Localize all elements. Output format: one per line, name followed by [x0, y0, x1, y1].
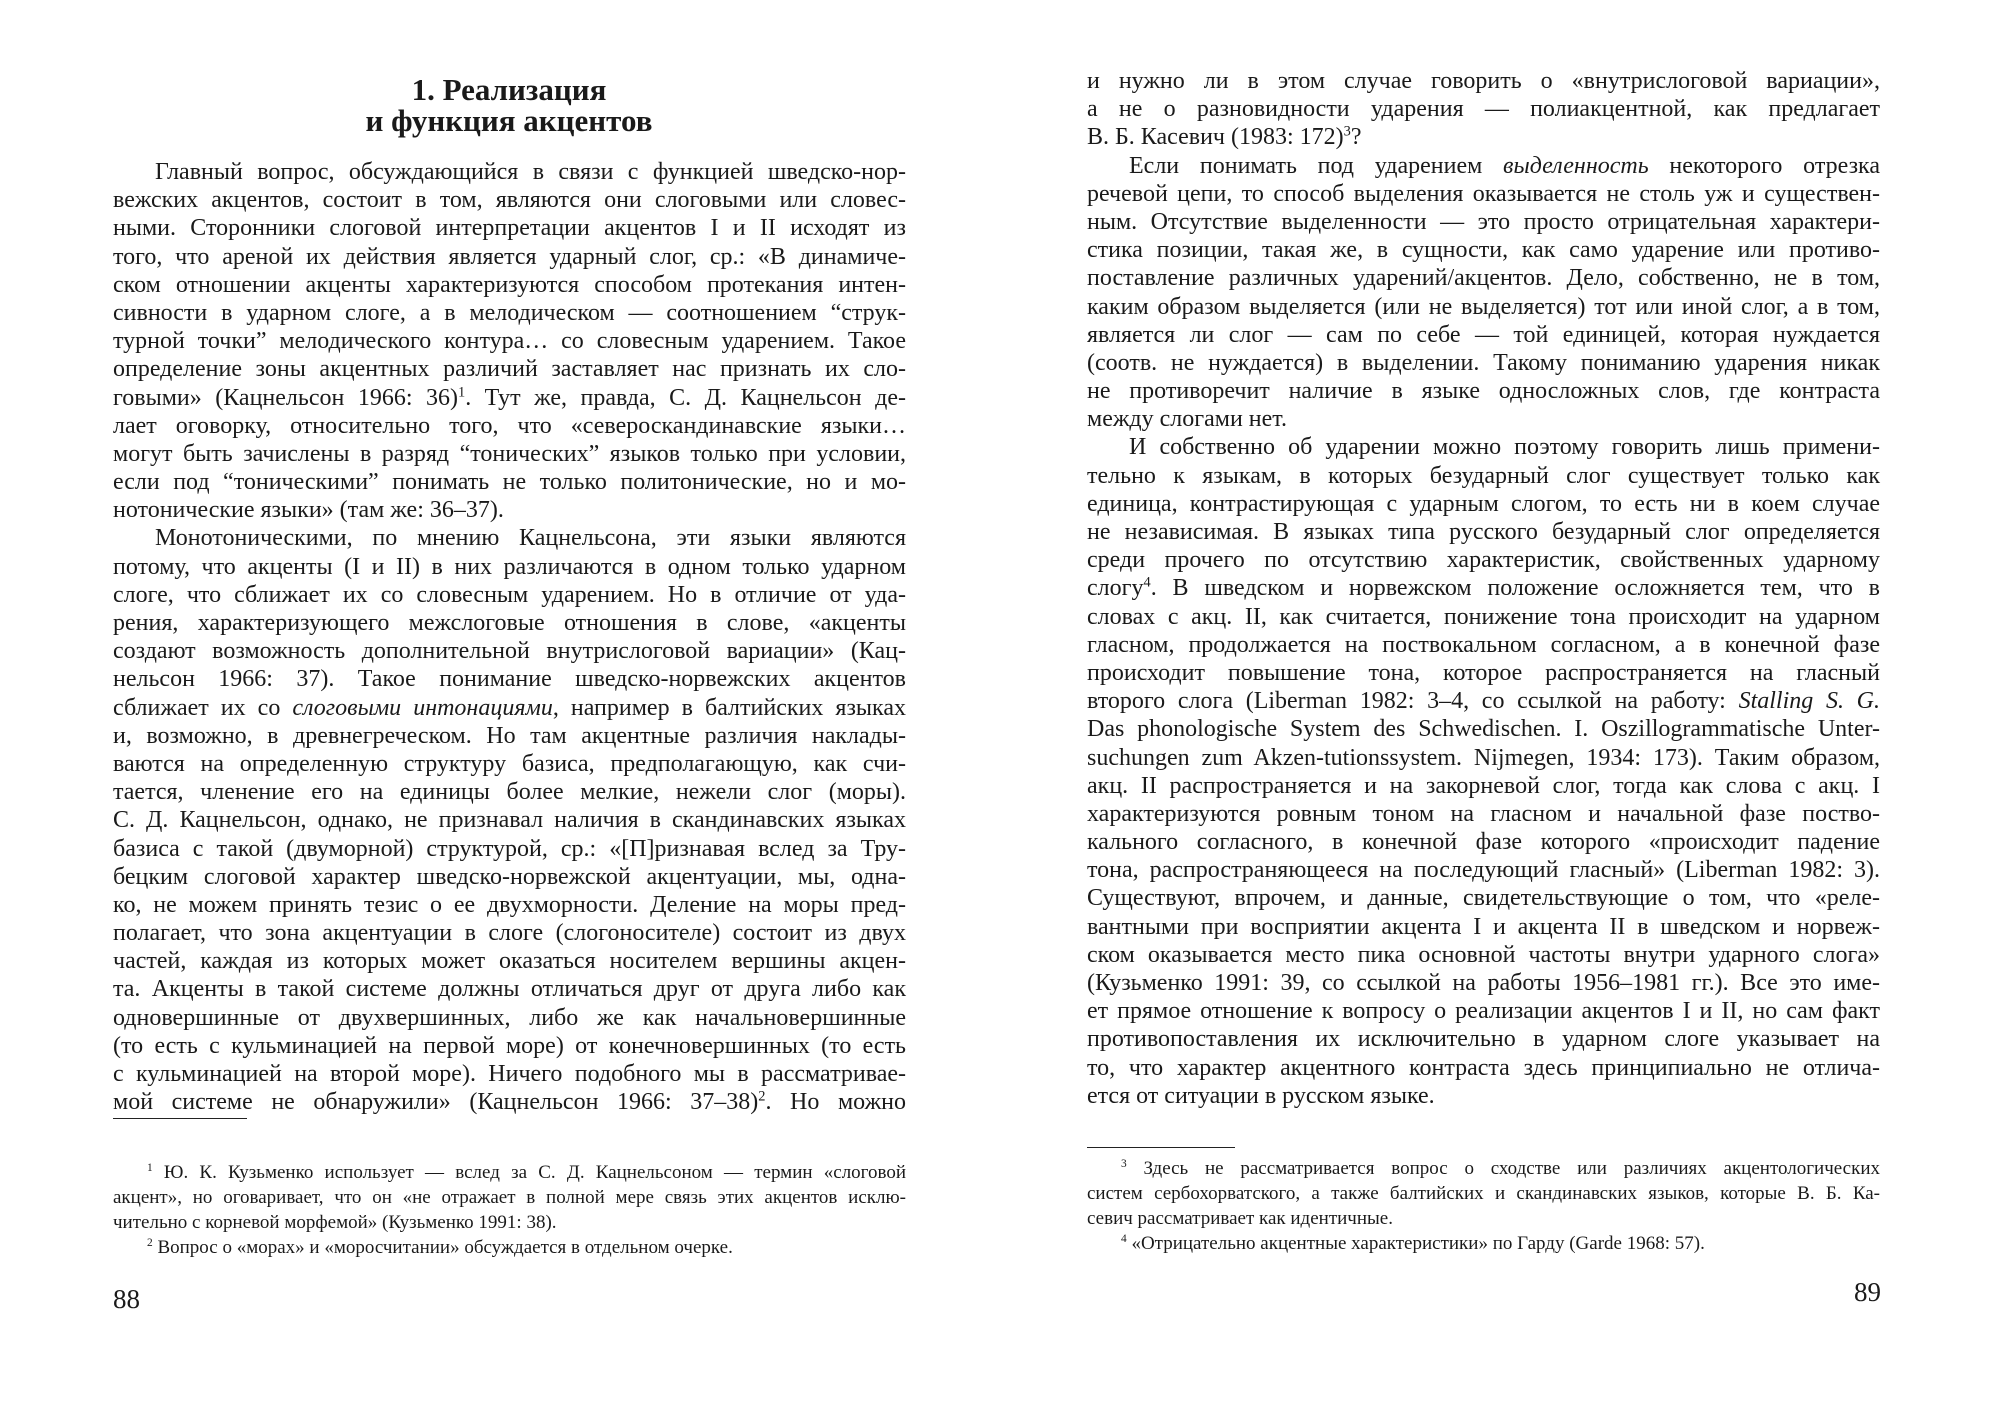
- text-line: [1087, 1054, 1880, 1082]
- text-run: является ли слог — сам по себе — той единицей, которая нуждается: [1087, 321, 1880, 348]
- footnote-marker: 2: [758, 1088, 766, 1105]
- text-line: [1087, 659, 1880, 687]
- text-line: [1087, 913, 1880, 941]
- text-run: частей, каждая из которых может оказаться носителем вершины акцен-: [113, 948, 906, 975]
- text-run: одновершинные от двухвершинных, либо же как начальновершинные: [113, 1004, 906, 1031]
- section-title-line-1: 1. Реализация: [411, 72, 607, 107]
- text-run: если под “тоническими” понимать не только политонические, но и мо-: [113, 469, 906, 496]
- text-line: [1087, 321, 1880, 349]
- text-run: и, возможно, в древнегреческом. Но там акцентные различия наклады-: [113, 722, 906, 749]
- text-line: [113, 186, 906, 214]
- text-run: (то есть с кульминацией на первой море) от конечновершинных (то есть: [113, 1032, 906, 1059]
- text-line: [113, 1060, 906, 1088]
- text-run: Главный вопрос, обсуждающийся в связи с функцией шведско-нор-: [155, 159, 906, 185]
- text-run: сближает их со: [113, 694, 293, 721]
- text-line: [113, 722, 906, 750]
- text-line: [113, 1185, 906, 1210]
- text-run: бецким слоговой характер шведско-норвежской акцентуации, мы, одна-: [113, 863, 906, 890]
- text-run: Здесь не рассматривается вопрос о сходстве или различиях акцентологических: [1126, 1158, 1880, 1179]
- footnote-marker: 2: [147, 1237, 153, 1250]
- text-line: [1087, 123, 1880, 151]
- footnote-marker: 3: [1121, 1158, 1127, 1171]
- page-number: 89: [1854, 1277, 1881, 1307]
- text-run: поставление различных ударений/акцентов. Дело, собственно, не в том,: [1087, 265, 1880, 292]
- italic-text: выделенность: [1503, 152, 1649, 179]
- text-run: ет прямое отношение к вопросу о реализации акцентов I и II, но сам факт: [1087, 998, 1880, 1025]
- text-line: [113, 496, 906, 524]
- text-run: ваются на определенную структуру базиса, предполагающую, как счи-: [113, 750, 906, 777]
- text-line: [113, 1235, 906, 1260]
- right-footnotes: [1087, 1156, 1880, 1256]
- text-run: между слогами нет.: [1087, 406, 1287, 433]
- text-line: [113, 835, 906, 863]
- text-line: [1087, 208, 1880, 236]
- italic-text: Stalling S. G.: [1738, 688, 1880, 715]
- text-run: акцент», но оговаривает, что он «не отражает в полной мере связь этих акцентов исклю-: [113, 1187, 906, 1208]
- text-run: , например в балтийских языках: [552, 694, 906, 721]
- text-run: базиса с такой (двуморной) структурой, ср.: «[П]ризнавая вслед за Тру-: [113, 835, 906, 862]
- text-line: [1087, 236, 1880, 264]
- text-run: а не о разновидности ударения — полиакцентной, как предлагает: [1087, 96, 1880, 123]
- left-body-text: [113, 158, 906, 1116]
- text-line: [1087, 546, 1880, 574]
- text-run: стика позиции, такая же, в сущности, как само ударение или противо-: [1087, 237, 1880, 264]
- text-run: сивности в ударном слоге, а в мелодическом — соотношением “струк-: [113, 299, 906, 326]
- text-run: тельно к языкам, в которых безударный слог существует только как: [1087, 462, 1880, 489]
- text-line: [1087, 631, 1880, 659]
- text-run: ным. Отсутствие выделенности — это просто отрицательная характери-: [1087, 208, 1880, 235]
- section-title-line-2: и функция акцентов: [365, 103, 653, 138]
- footnote-separator: [1087, 1147, 1235, 1148]
- text-run: тона, распространяющееся на последующий гласный» (Liberman 1982: 3).: [1087, 857, 1880, 884]
- text-run: ском оказывается место пика основной частоты внутри ударного слога»: [1087, 941, 1880, 968]
- text-line: [113, 1004, 906, 1032]
- text-line: [1087, 264, 1880, 292]
- text-run: Существуют, впрочем, и данные, свидетельствующие о том, что «реле-: [1087, 885, 1880, 912]
- text-run: Монотоническими, по мнению Кацнельсона, эти языки являются: [155, 525, 906, 552]
- text-run: характеризуются ровным тоном на гласном и начальной фазе поство-: [1087, 800, 1880, 827]
- text-run: (соотв. не нуждается) в выделении. Такому пониманию ударения никак: [1087, 349, 1880, 376]
- text-run: слоге, что сближает их со словесным ударением. Но в отличие от уда-: [113, 581, 906, 608]
- text-line: [113, 440, 906, 468]
- text-run: речевой цепи, то способ выделения оказывается не столь уж и существен-: [1087, 180, 1880, 207]
- text-line: [113, 1160, 906, 1185]
- text-run: могут быть зачислены в разряд “тонических” языков только при условии,: [113, 440, 906, 467]
- text-run: В. Б. Касевич (1983: 172): [1087, 124, 1344, 151]
- text-line: [1087, 377, 1880, 405]
- text-run: второго слога (Liberman 1982: 3–4, со ссылкой на работу:: [1087, 688, 1739, 715]
- text-line: [1087, 744, 1880, 772]
- text-line: [113, 581, 906, 609]
- text-line: [113, 1088, 906, 1116]
- text-line: [113, 609, 906, 637]
- italic-text: слоговыми интонациями: [292, 694, 553, 721]
- text-run: . Тут же, правда, С. Д. Кацнельсон де-: [465, 384, 906, 411]
- text-run: тается, членение его на единицы более мелкие, нежели слог (моры).: [113, 779, 906, 806]
- text-line: [113, 355, 906, 383]
- text-line: [113, 243, 906, 271]
- text-run: нельсон 1966: 37). Такое понимание шведско-норвежских акцентов: [113, 666, 906, 693]
- text-run: ко, не можем принять тезис о ее двухморности. Деление на моры пред-: [113, 891, 906, 918]
- text-line: [1087, 997, 1880, 1025]
- footnote-separator: [113, 1118, 247, 1119]
- text-line: [113, 637, 906, 665]
- text-run: вежских акцентов, состоит в том, являются они слоговыми или словес-: [113, 187, 906, 214]
- text-run: suchungen zum Akzen-tutionssystem. Nijmegen, 1934: 173). Таким образом,: [1087, 744, 1880, 771]
- right-page: [1000, 0, 2000, 1406]
- footnote-marker: 1: [147, 1162, 153, 1175]
- text-run: . В шведском и норвежском положение осложняется тем, что в: [1150, 575, 1880, 602]
- text-run: с кульминацией на второй море). Ничего подобного мы в рассматривае-: [113, 1061, 906, 1087]
- text-run: . Но можно: [765, 1089, 906, 1116]
- text-line: [113, 947, 906, 975]
- text-run: севич рассматривает как идентичные.: [1087, 1208, 1393, 1229]
- section-title: [113, 74, 905, 136]
- text-run: среди прочего по отсутствию характеристик, свойственных ударному: [1087, 547, 1880, 574]
- text-line: [1087, 1181, 1880, 1206]
- text-line: [1087, 969, 1880, 997]
- text-line: [113, 863, 906, 891]
- text-line: [113, 694, 906, 722]
- text-line: [1087, 715, 1880, 743]
- text-line: [1087, 856, 1880, 884]
- text-line: [113, 1032, 906, 1060]
- text-line: [113, 384, 906, 412]
- text-line: [1087, 293, 1880, 321]
- text-run: вантными при восприятии акцента I и акцента II в шведском и норвеж-: [1087, 913, 1880, 940]
- text-run: «Отрицательно акцентные характеристики» по Гарду (Garde 1968: 57).: [1126, 1233, 1705, 1254]
- text-run: систем сербохорватского, а также балтийских и скандинавских языков, которые В. Б. Ка-: [1087, 1183, 1880, 1204]
- text-run: создают возможность дополнительной внутрислоговой вариации» (Кац-: [113, 638, 906, 665]
- text-line: [113, 412, 906, 440]
- text-run: мой системе не обнаружили» (Кацнельсон 1966: 37–38): [113, 1089, 759, 1116]
- footnote-marker: 3: [1343, 123, 1351, 140]
- text-run: ными. Сторонники слоговой интерпретации акцентов I и II исходят из: [113, 215, 907, 242]
- text-line: [113, 553, 906, 581]
- text-run: потому, что акценты (I и II) в них различаются в одном только ударном: [113, 553, 906, 580]
- text-line: [1087, 518, 1880, 546]
- text-line: [113, 271, 906, 299]
- text-line: [113, 214, 906, 242]
- text-line: [113, 919, 906, 947]
- text-run: некоторого отрезка: [1648, 152, 1880, 179]
- text-line: [1087, 462, 1880, 490]
- text-run: акц. II распространяется и на закорневой слог, тогда как слова с акц. I: [1087, 772, 1880, 799]
- text-line: [1087, 180, 1880, 208]
- text-run: И собственно об ударении можно поэтому говорить лишь примени-: [1129, 434, 1880, 461]
- text-run: происходит повышение тона, которое распространяется на гласный: [1087, 659, 1880, 686]
- text-line: [113, 327, 906, 355]
- text-line: [113, 524, 906, 552]
- text-run: (Кузьменко 1991: 39, со ссылкой на работы 1956–1981 гг.). Все это име-: [1087, 970, 1880, 996]
- text-line: [113, 158, 906, 186]
- text-line: [1087, 1206, 1880, 1231]
- text-line: [1087, 1082, 1880, 1110]
- text-run: того, что ареной их действия является ударный слог, ср.: «В динамиче-: [113, 243, 906, 270]
- page-number: 88: [113, 1284, 140, 1314]
- text-line: [1087, 687, 1880, 715]
- text-line: [113, 299, 906, 327]
- text-run: турной точки” мелодического контура… со словесным ударением. Такое: [113, 328, 906, 355]
- text-run: Das phonologische System des Schwedischen. I. Oszillogrammatische Unter-: [1087, 716, 1880, 743]
- text-line: [1087, 884, 1880, 912]
- text-line: [1087, 1231, 1880, 1256]
- text-run: кального согласного, в конечной фазе которого «происходит падение: [1087, 829, 1880, 856]
- text-line: [113, 778, 906, 806]
- text-run: слогу: [1087, 575, 1144, 602]
- text-run: не независимая. В языках типа русского безударный слог определяется: [1087, 519, 1880, 545]
- text-run: Ю. К. Кузьменко использует — вслед за С. Д. Кацнельсоном — термин «слоговой: [152, 1162, 906, 1183]
- text-run: словах с акц. II, как считается, понижение тона происходит на ударном: [1087, 603, 1880, 630]
- text-line: [113, 806, 906, 834]
- text-line: [1087, 1025, 1880, 1053]
- text-run: противопоставления их исключительно в ударном слоге указывает на: [1087, 1026, 1880, 1053]
- text-run: полагает, что зона акцентуации в слоге (слогоносителе) состоит из двух: [113, 920, 906, 947]
- footnote-marker: 1: [457, 383, 466, 400]
- text-line: [1087, 405, 1880, 433]
- text-line: [1087, 349, 1880, 377]
- text-run: ?: [1350, 124, 1362, 151]
- footnote-marker: 4: [1143, 574, 1151, 591]
- text-run: та. Акценты в такой системе должны отличаться друг от друга либо как: [113, 976, 906, 1003]
- text-line: [113, 468, 906, 496]
- text-line: [1087, 152, 1880, 180]
- text-run: С. Д. Кацнельсон, однако, не признавал наличия в скандинавских языках: [113, 807, 906, 834]
- text-line: [1087, 490, 1880, 518]
- text-run: Если понимать под ударением: [1129, 152, 1504, 179]
- text-line: [1087, 433, 1880, 461]
- text-run: нотонические языки» (там же: 36–37).: [113, 497, 504, 524]
- text-line: [1087, 95, 1880, 123]
- text-run: лает оговорку, относительно того, что «североскандинавские языки…: [113, 412, 906, 439]
- text-line: [1087, 828, 1880, 856]
- text-line: [1087, 800, 1880, 828]
- text-line: [1087, 603, 1880, 631]
- text-line: [113, 665, 906, 693]
- text-line: [113, 750, 906, 778]
- text-run: каким образом выделяется (или не выделяется) тот или иной слог, а в том,: [1087, 293, 1880, 320]
- text-line: [1087, 1156, 1880, 1181]
- text-run: говыми» (Кацнельсон 1966: 36): [113, 384, 458, 411]
- text-line: [1087, 67, 1880, 95]
- text-line: [1087, 941, 1880, 969]
- text-line: [1087, 574, 1880, 602]
- text-run: гласном, продолжается на поствокальном согласном, а в конечной фазе: [1087, 631, 1880, 658]
- text-run: ется от ситуации в русском языке.: [1087, 1082, 1435, 1109]
- left-footnotes: [113, 1160, 906, 1260]
- text-line: [113, 975, 906, 1003]
- text-line: [1087, 772, 1880, 800]
- text-run: определение зоны акцентных различий заставляет нас признать их сло-: [113, 356, 906, 383]
- text-run: рения, характеризующего межслоговые отношения в слове, «акценты: [113, 610, 906, 636]
- text-line: [113, 1210, 906, 1235]
- text-line: [113, 891, 906, 919]
- right-body-text: [1087, 67, 1880, 1110]
- text-run: ском отношении акценты характеризуются способом протекания интен-: [113, 271, 906, 298]
- footnote-marker: 4: [1121, 1233, 1127, 1246]
- text-run: и нужно ли в этом случае говорить о «внутрислоговой вариации»,: [1087, 68, 1880, 94]
- text-run: не противоречит наличие в языке односложных слов, где контраста: [1087, 378, 1880, 405]
- text-run: чительно с корневой морфемой» (Кузьменко 1991: 38).: [113, 1212, 557, 1233]
- text-run: то, что характер акцентного контраста здесь принципиально не отлича-: [1087, 1054, 1880, 1081]
- text-run: Вопрос о «морах» и «моросчитании» обсуждается в отдельном очерке.: [152, 1237, 733, 1258]
- text-run: единица, контрастирующая с ударным слогом, то есть ни в коем случае: [1087, 490, 1880, 517]
